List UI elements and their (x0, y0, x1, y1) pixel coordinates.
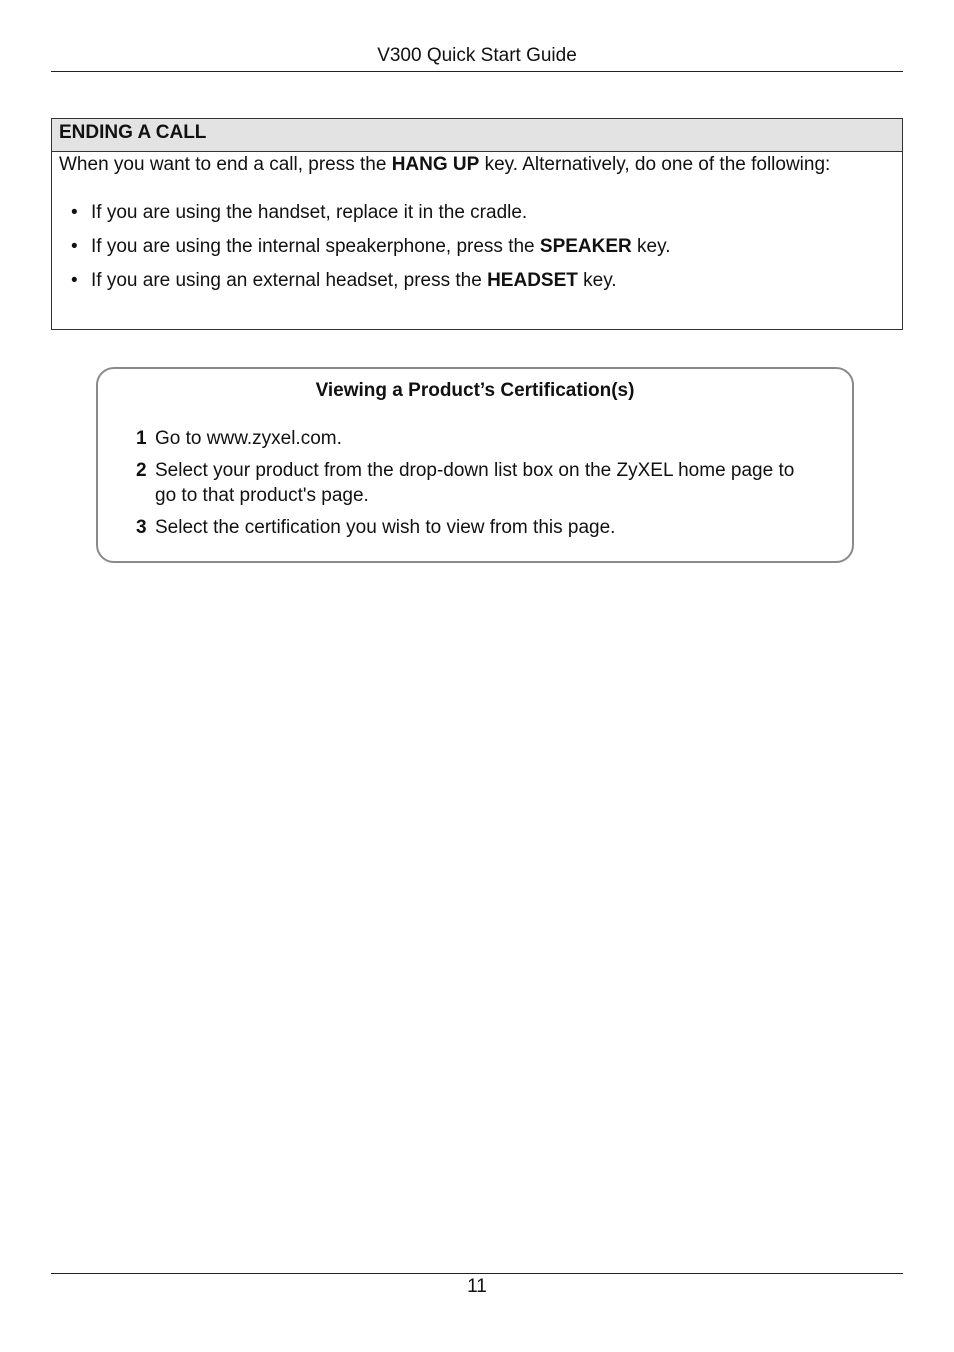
step-text: Select the certification you wish to view from this page. (155, 517, 616, 538)
step-number: 1 (136, 428, 147, 449)
bullet-icon: • (71, 270, 78, 291)
certification-steps (98, 426, 852, 540)
speaker-key-label: SPEAKER (539, 236, 632, 257)
certification-box (96, 367, 854, 563)
page-number: 11 (467, 1276, 487, 1297)
ending-call-table (51, 118, 903, 330)
headset-key-label: HEADSET (487, 270, 578, 291)
step-text: Go to www.zyxel.com. (155, 428, 342, 449)
certification-title: Viewing a Product’s Certification(s) (315, 380, 635, 401)
page-header-title: V300 Quick Start Guide (377, 45, 577, 66)
intro-text-after: key. Alternatively, do one of the following: (479, 154, 831, 175)
bullet-text: If you are using the internal speakerphone, press the (91, 236, 540, 257)
ending-call-options (59, 200, 895, 293)
list-item (59, 200, 895, 225)
ending-call-heading: ENDING A CALL (52, 119, 902, 152)
intro-text-before: When you want to end a call, press the (59, 154, 392, 175)
step-number: 2 (136, 460, 147, 481)
bullet-icon: • (71, 236, 78, 257)
step-item (98, 515, 852, 540)
bullet-text-after: key. (631, 236, 671, 257)
hang-up-key-label: HANG UP (391, 154, 480, 175)
bullet-text: If you are using an external headset, press the (91, 270, 488, 291)
bullet-text: If you are using the handset, replace it in the cradle. (91, 202, 528, 223)
step-item (98, 458, 852, 508)
list-item (59, 234, 895, 259)
bullet-text-after: key. (577, 270, 617, 291)
list-item (59, 268, 895, 293)
step-text: Select your product from the drop-down list box on the ZyXEL home page to go to that product's page. (155, 460, 795, 506)
header-divider (51, 71, 903, 72)
ending-call-body (52, 152, 902, 293)
bullet-icon: • (71, 202, 78, 223)
step-number: 3 (136, 517, 147, 538)
footer-divider (51, 1273, 903, 1274)
step-item (98, 426, 852, 451)
ending-call-intro (59, 152, 895, 177)
